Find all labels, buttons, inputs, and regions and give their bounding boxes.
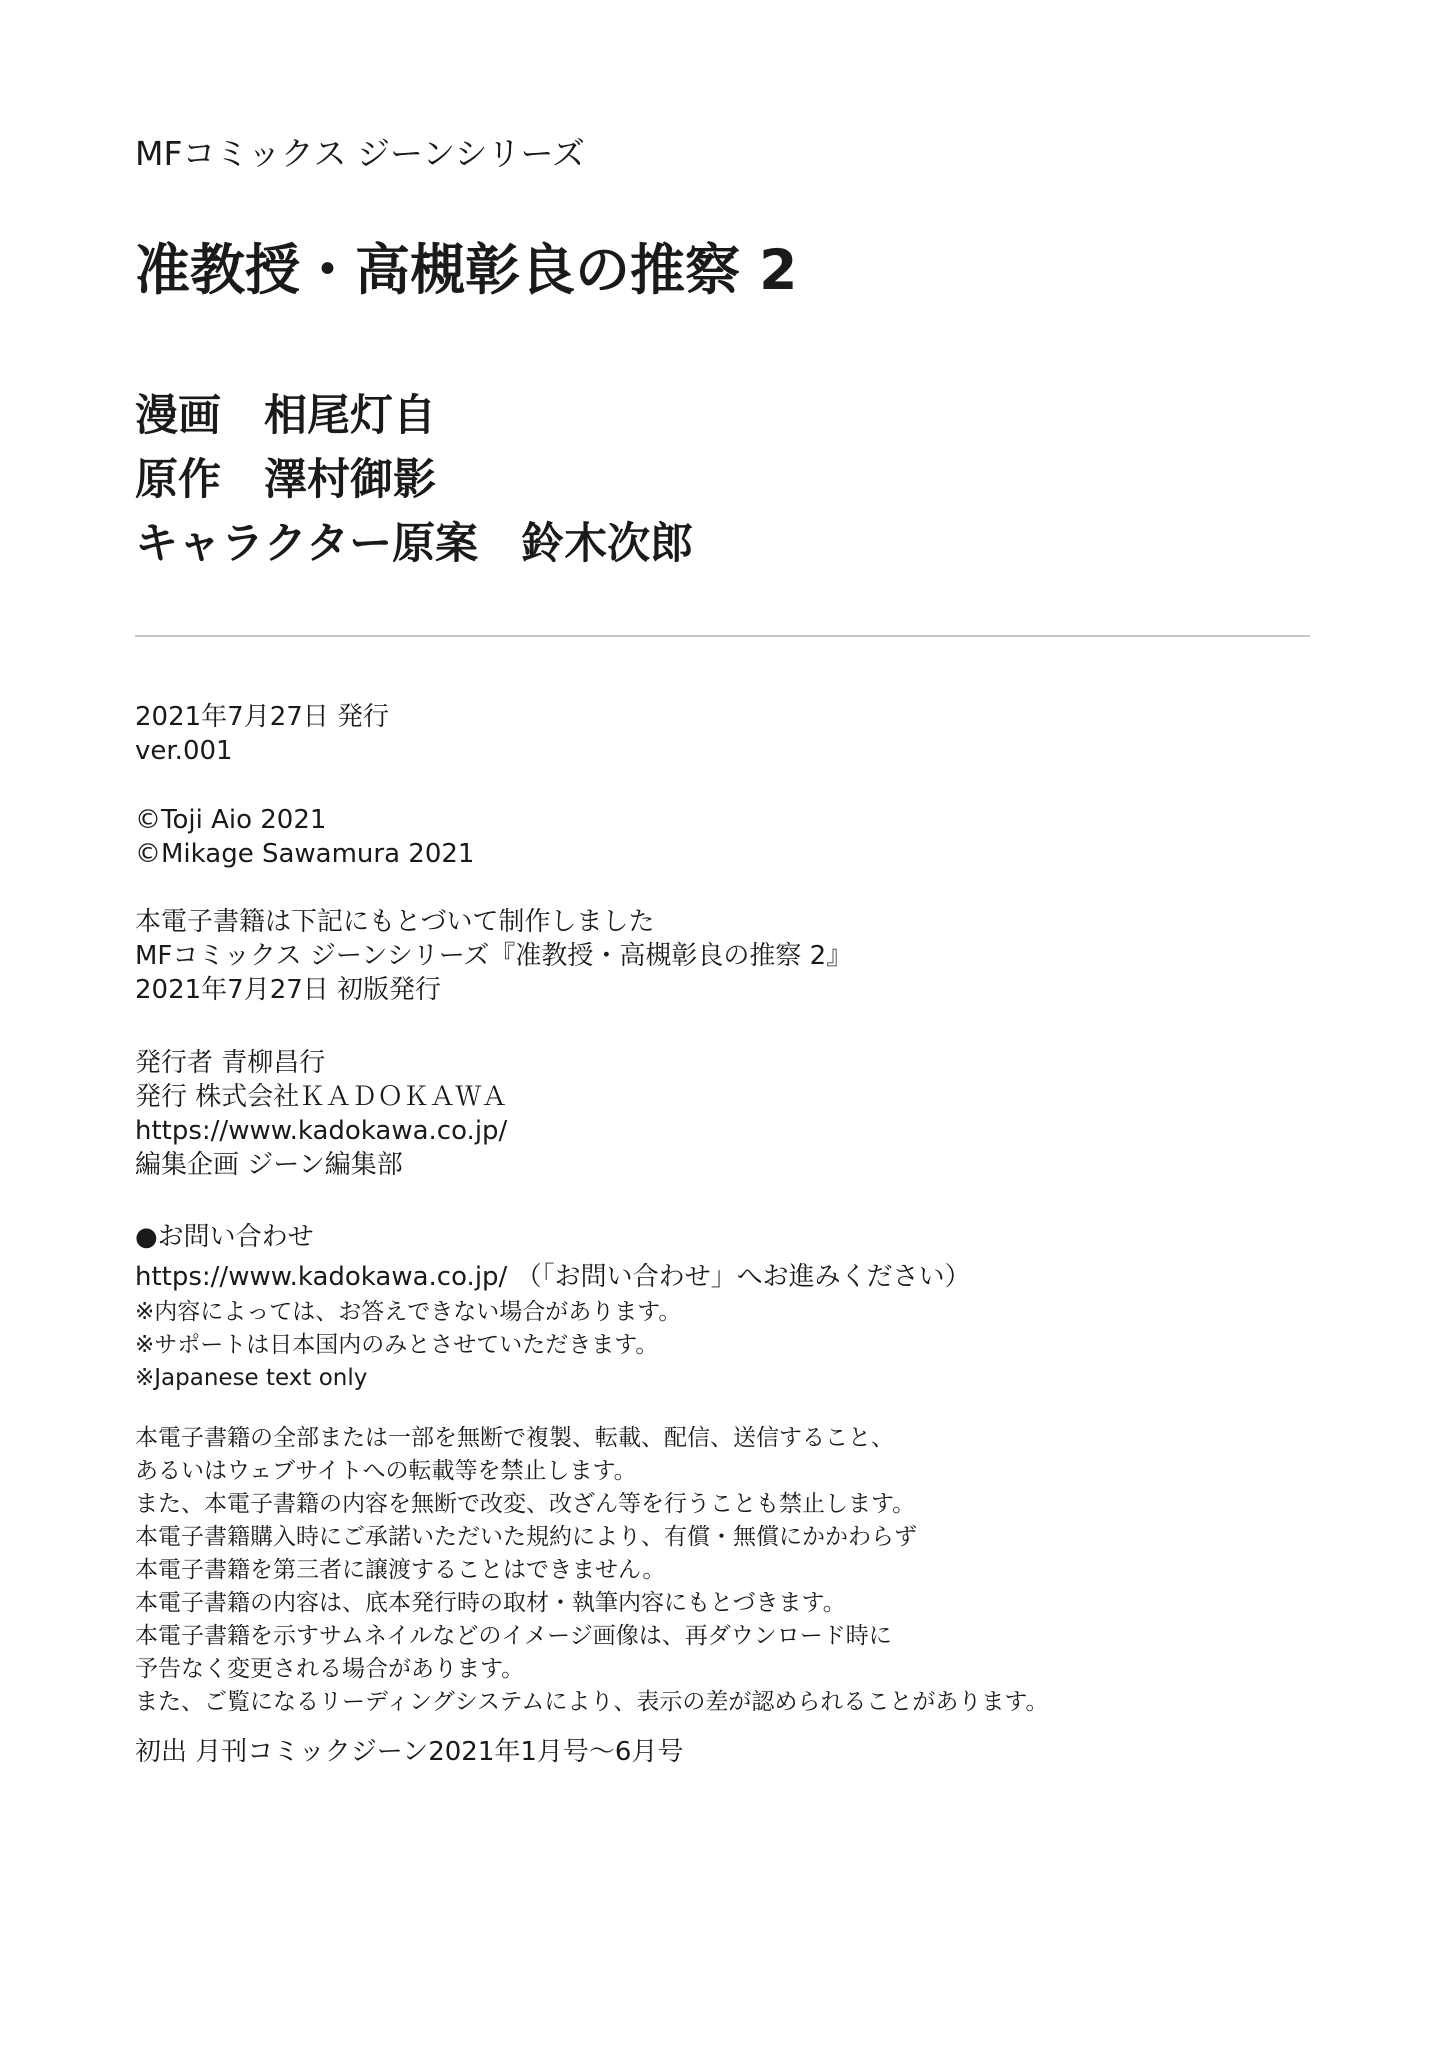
credits <box>135 384 693 576</box>
credit-row-original <box>135 448 693 512</box>
divider <box>135 635 1310 637</box>
copyright-line: ©Toji Aio 2021 <box>135 805 327 835</box>
inquiry-block <box>135 1220 971 1395</box>
book-title: 准教授・高槻彰良の推察 2 <box>135 238 798 302</box>
first-appearance: 初出 月刊コミックジーン2021年1月号～6月号 <box>135 1737 684 1767</box>
credit-row-manga <box>135 384 693 448</box>
publication-block <box>135 700 389 768</box>
inquiry-heading: ●お問い合わせ <box>135 1222 314 1252</box>
credit-row-character-design <box>135 512 693 576</box>
version: ver.001 <box>135 736 233 766</box>
legal-line: 本電子書籍の全部または一部を無断で複製、転載、配信、送信すること、 <box>135 1425 894 1451</box>
inquiry-note: ※Japanese text only <box>135 1365 368 1391</box>
credit-name: 澤村御影 <box>264 455 436 505</box>
credit-role: キャラクター原案 <box>135 519 479 569</box>
credit-name: 鈴木次郎 <box>521 519 694 569</box>
source-line: MFコミックス ジーンシリーズ『准教授・高槻彰良の推察 2』 <box>135 941 853 971</box>
legal-line: 本電子書籍購入時にご承諾いただいた規約により、有償・無償にかかわらず <box>135 1524 917 1550</box>
legal-line: 本電子書籍の内容は、底本発行時の取材・執筆内容にもとづきます。 <box>135 1590 846 1616</box>
publisher-line: 発行者 青柳昌行 <box>135 1048 326 1078</box>
legal-line: また、本電子書籍の内容を無断で改変、改ざん等を行うことも禁止します。 <box>135 1491 916 1517</box>
legal-line: 本電子書籍を第三者に譲渡することはできません。 <box>135 1557 666 1583</box>
legal-line: 本電子書籍を示すサムネイルなどのイメージ画像は、再ダウンロード時に <box>135 1623 892 1649</box>
credit-name: 相尾灯自 <box>264 391 436 441</box>
inquiry-url[interactable]: https://www.kadokawa.co.jp/ （「お問い合わせ」へお進みください） <box>135 1262 971 1292</box>
legal-line: 予告なく変更される場合があります。 <box>135 1656 525 1682</box>
copyright-block <box>135 803 474 871</box>
publisher-block <box>135 1046 507 1182</box>
copyright-line: ©Mikage Sawamura 2021 <box>135 839 475 869</box>
inquiry-note: ※内容によっては、お答えできない場合があります。 <box>135 1299 682 1325</box>
source-block <box>135 905 852 1007</box>
legal-block <box>135 1422 1049 1719</box>
legal-line: また、ご覧になるリーディングシステムにより、表示の差が認められることがあります。 <box>135 1689 1049 1715</box>
credit-role: 原作 <box>135 455 221 505</box>
source-line: 2021年7月27日 初版発行 <box>135 975 442 1005</box>
publisher-line: 発行 株式会社ＫＡＤＯＫＡＷＡ <box>135 1082 508 1112</box>
inquiry-note: ※サポートは日本国内のみとさせていただきます。 <box>135 1332 659 1358</box>
legal-line: あるいはウェブサイトへの転載等を禁止します。 <box>135 1458 637 1484</box>
publisher-url[interactable]: https://www.kadokawa.co.jp/ <box>135 1116 508 1146</box>
publisher-line: 編集企画 ジーン編集部 <box>135 1150 403 1180</box>
credit-role: 漫画 <box>135 391 221 441</box>
series-name: MFコミックス ジーンシリーズ <box>135 134 585 173</box>
source-line: 本電子書籍は下記にもとづいて制作しました <box>135 907 655 937</box>
publication-date: 2021年7月27日 発行 <box>135 702 390 732</box>
